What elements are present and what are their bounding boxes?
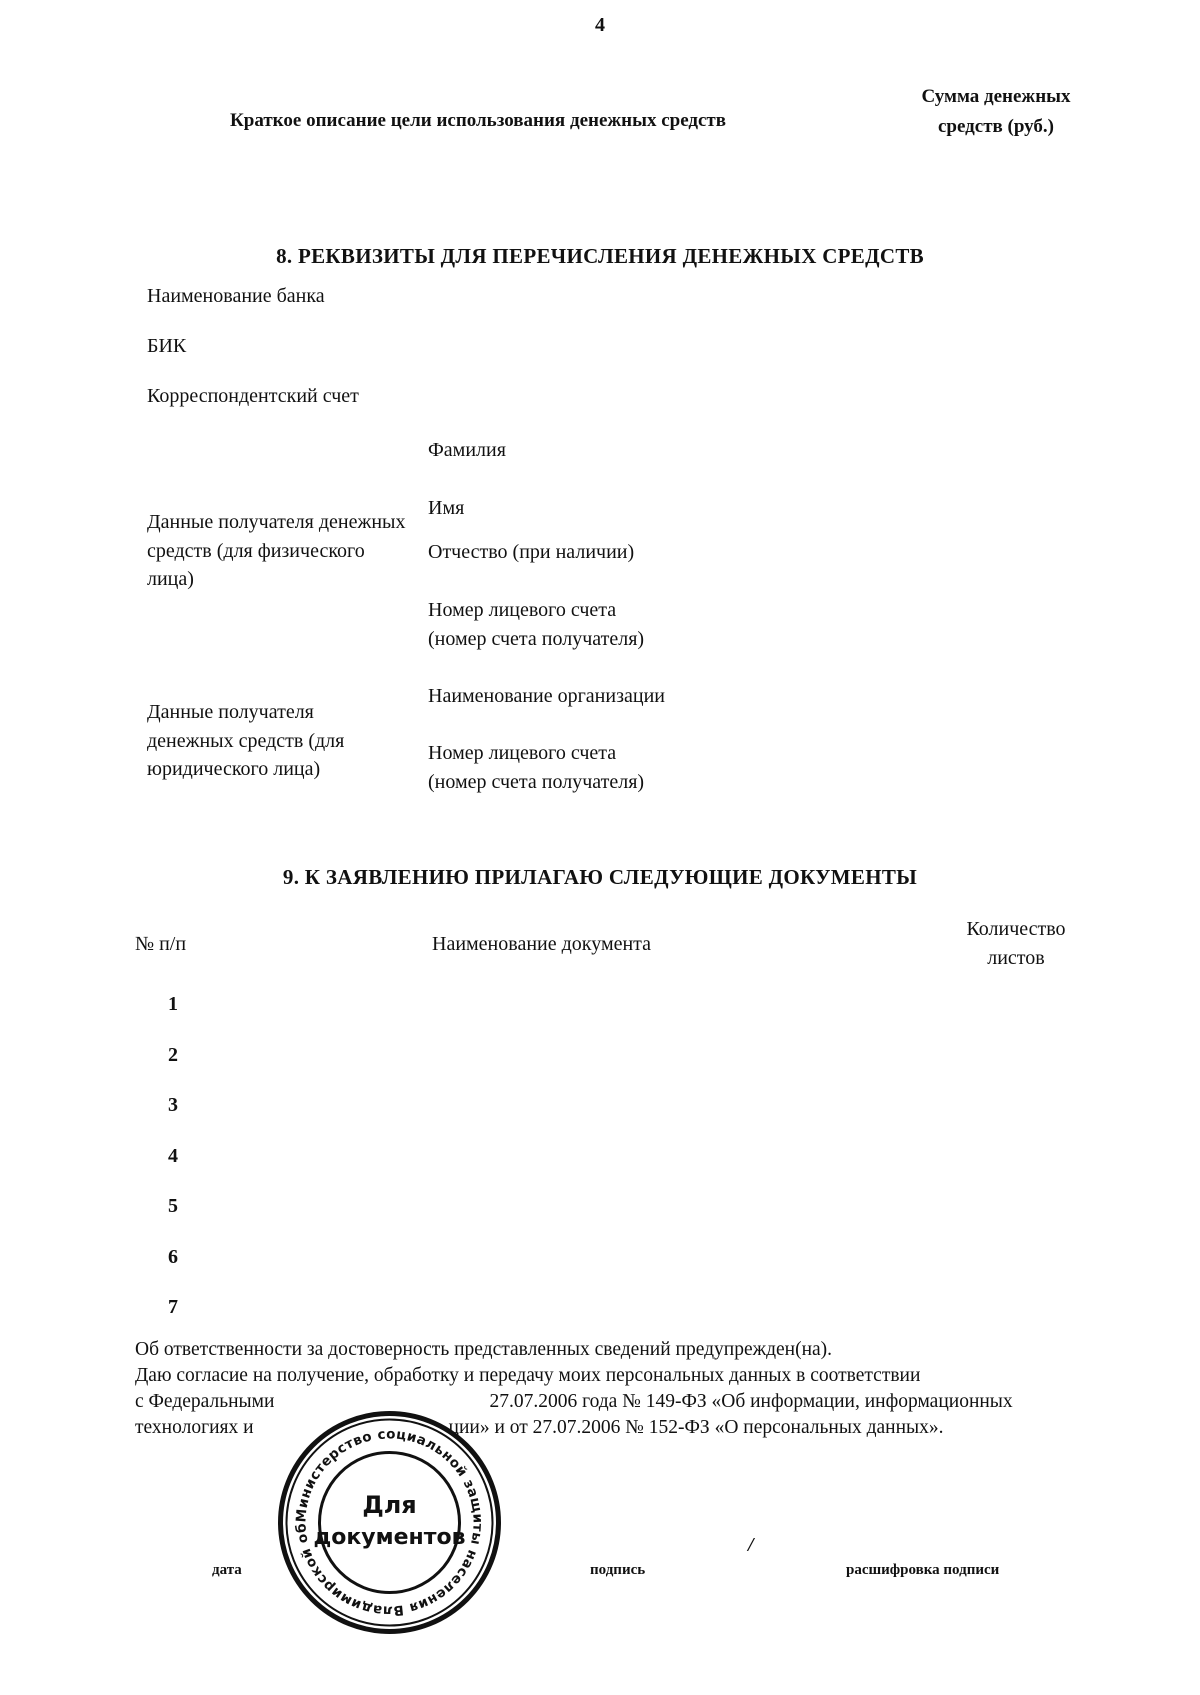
liability-statement: Об ответственности за достоверность представленных сведений предупрежден(на). (135, 1339, 833, 1360)
section-8-heading: 8. РЕКВИЗИТЫ ДЛЯ ПЕРЕЧИСЛЕНИЯ ДЕНЕЖНЫХ СРЕДСТВ (276, 244, 924, 268)
consent-law-line-end: ции» и от 27.07.2006 № 152-ФЗ «О персональных данных». (448, 1417, 944, 1438)
consent-law-line-start: технологиях и (135, 1417, 254, 1438)
date-caption: дата (212, 1562, 242, 1578)
patronymic-field-label: Отчество (при наличии) (428, 541, 635, 563)
signature-separator: / (748, 1534, 754, 1556)
official-stamp (277, 1410, 502, 1635)
consent-law-line-start: с Федеральными (135, 1391, 275, 1412)
document-column-header: Наименование документа (432, 933, 652, 955)
table-row-number: 5 (168, 1195, 178, 1217)
name-field-label: Имя (428, 497, 465, 519)
consent-law-line-end: 27.07.2006 года № 149-ФЗ «Об информации, информационных (489, 1391, 1013, 1412)
table-row-number: 1 (168, 993, 178, 1015)
table-row-number: 6 (168, 1246, 178, 1268)
signature-decode-caption: расшифровка подписи (846, 1562, 1000, 1578)
stamp-seal-icon (277, 1410, 502, 1635)
table-row-number: 2 (168, 1044, 178, 1066)
bank-name-label: Наименование банка (147, 285, 325, 307)
corr-account-label: Корреспондентский счет (147, 385, 359, 407)
number-column-header: № п/п (135, 933, 187, 955)
page-number: 4 (595, 14, 605, 36)
section-9-heading: 9. К ЗАЯВЛЕНИЮ ПРИЛАГАЮ СЛЕДУЮЩИЕ ДОКУМЕНТЫ (282, 865, 918, 889)
surname-field-label: Фамилия (428, 439, 506, 461)
stamp-center-line-1: Для (362, 1491, 417, 1519)
legal-recipient-label: Данные получателя денежных средств (для юридического лица) (147, 701, 345, 780)
table-row-number: 4 (168, 1145, 178, 1167)
sheets-column-header: Количество листов (966, 918, 1066, 969)
purpose-column-header: Краткое описание цели использования денежных средств (230, 110, 727, 131)
consent-statement: Даю согласие на получение, обработку и передачу моих персональных данных в соответствии (135, 1365, 921, 1386)
sum-column-header: Сумма денежных средств (руб.) (921, 86, 1071, 137)
org-name-field-label: Наименование организации (428, 685, 665, 707)
individual-recipient-label: Данные получателя денежных средств (для физического лица) (147, 511, 406, 590)
bik-label: БИК (147, 335, 187, 357)
table-row-number: 3 (168, 1094, 178, 1116)
individual-account-field-label: Номер лицевого счета (номер счета получателя) (428, 599, 645, 650)
stamp-center-line-2: документов (313, 1525, 466, 1550)
table-row-number: 7 (168, 1296, 178, 1318)
stamp-ring-text: Министерство социальной защиты населения Владимирской об (293, 1426, 486, 1619)
signature-caption: подпись (590, 1562, 646, 1578)
legal-account-field-label: Номер лицевого счета (номер счета получателя) (428, 742, 645, 793)
